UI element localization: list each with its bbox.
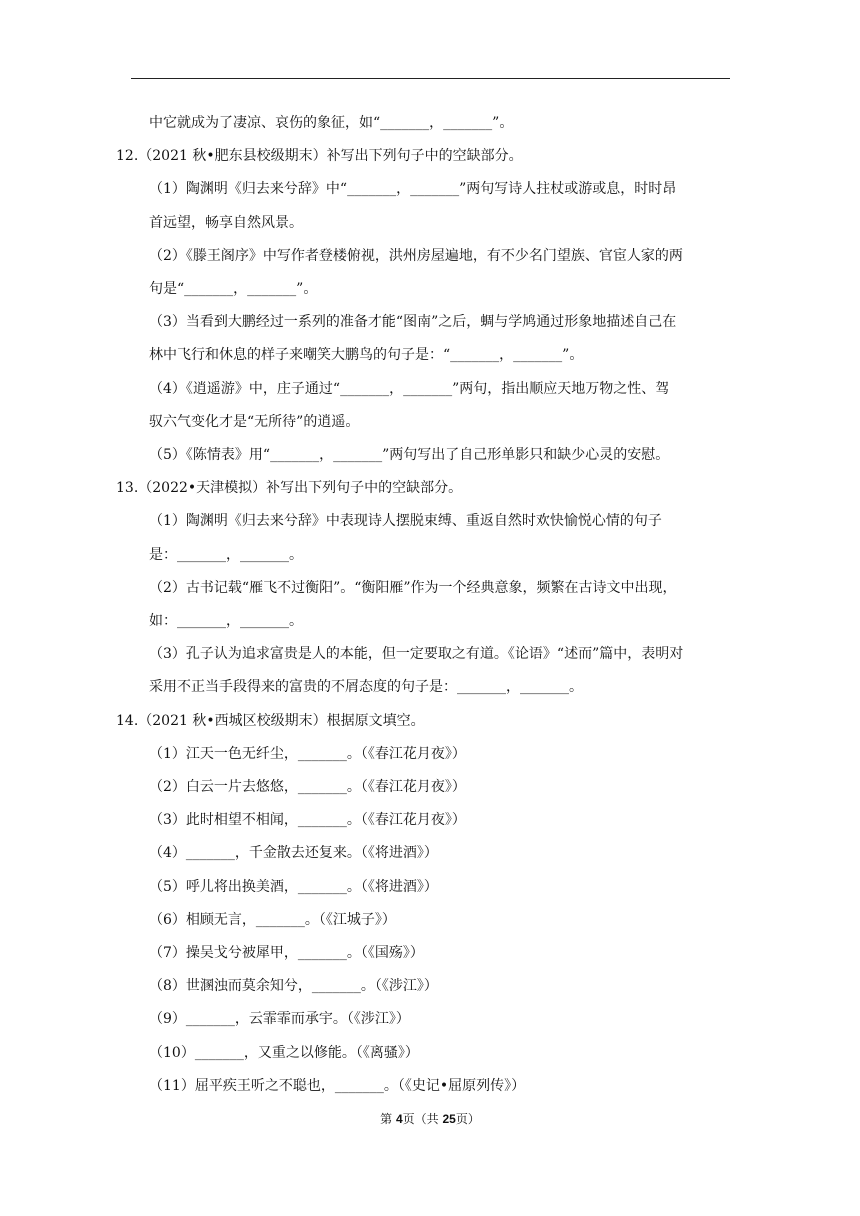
- sub-question: （11）屈平疾王听之不聪也，_______。（《史记•屈原列传》）: [149, 1077, 526, 1094]
- sub-question: （3）此时相望不相闻，_______。（《春江花月夜》）: [149, 812, 466, 829]
- sub-question: （7）操吴戈兮被犀甲，_______。（《国殇》）: [149, 945, 424, 961]
- question-heading: 13.（2022•天津模拟）补写出下列句子中的空缺部分。: [116, 480, 463, 497]
- sub-question: （8）世溷浊而莫余知兮，_______。（《涉江》）: [149, 978, 438, 995]
- sub-question: （5）《陈情表》用“_______，_______”两句写出了自己形单影只和缺少心灵的安慰。: [149, 447, 670, 463]
- sub-question: （1）陶渊明《归去来兮辞》中表现诗人摆脱束缚、重返自然时欢快愉悦心情的句子: [149, 513, 662, 530]
- header-rule: [131, 78, 730, 79]
- page-footer: [0, 1112, 860, 1126]
- footer-page-number: 4: [395, 1112, 403, 1126]
- footer-prefix: 第: [380, 1112, 396, 1126]
- question-heading: 14.（2021 秋•西城区校级期末）根据原文填空。: [116, 712, 425, 729]
- footer-total-pages: 25: [442, 1112, 456, 1126]
- footer-mid: 页（共: [402, 1112, 443, 1126]
- text-line: 驭六气变化才是“无所待”的逍遥。: [149, 413, 360, 430]
- sub-question: （1）江天一色无纤尘，_______。（《春江花月夜》）: [149, 745, 466, 762]
- text-line: 采用不正当手段得来的富贵的不屑态度的句子是：_______，_______。: [149, 679, 583, 696]
- text-line: 林中飞行和休息的样子来嘲笑大鹏鸟的句子是：“_______，_______”。: [149, 347, 584, 364]
- sub-question: （9）_______，云霏霏而承宇。（《涉江》）: [149, 1011, 410, 1028]
- question-heading: 12.（2021 秋•肥东县校级期末）补写出下列句子中的空缺部分。: [116, 148, 523, 165]
- sub-question: （10）_______，又重之以修能。（《离骚》）: [149, 1044, 419, 1061]
- sub-question: （2）《滕王阁序》中写作者登楼俯视，洪州房屋遍地，有不少名门望族、官宦人家的两: [149, 247, 683, 264]
- sub-question: （6）相顾无言，_______。（《江城子》）: [149, 911, 396, 928]
- text-line: 如：_______，_______。: [149, 613, 303, 629]
- sub-question: （1）陶渊明《归去来兮辞》中“_______，_______”两句写诗人拄杖或游或息，时时昂: [149, 181, 677, 198]
- sub-question: （2）白云一片去悠悠，_______。（《春江花月夜》）: [149, 779, 466, 795]
- text-line: 是：_______，_______。: [149, 546, 303, 563]
- sub-question: （3）孔子认为追求富贵是人的本能，但一定要取之有道。《论语》“述而”篇中，表明对: [149, 646, 684, 663]
- sub-question: （3）当看到大鹏经过一系列的准备才能“图南”之后，蜩与学鸠通过形象地描述自己在: [149, 314, 677, 331]
- sub-question: （4）_______，千金散去还复来。（《将进酒》）: [149, 845, 438, 862]
- text-line: 句是“_______，_______”。: [149, 281, 318, 297]
- sub-question: （5）呼儿将出换美酒，_______。（《将进酒》）: [149, 878, 438, 895]
- sub-question: （2）古书记载“雁飞不过衡阳”。“衡阳雁”作为一个经典意象，频繁在古诗文中出现，: [149, 579, 677, 596]
- text-line: 中它就成为了凄凉、哀伤的象征，如“_______，_______”。: [149, 115, 514, 131]
- sub-question: （4）《逍遥游》中，庄子通过“_______，_______”两句，指出顺应天地万物之性、驾: [149, 380, 670, 397]
- footer-suffix: 页）: [455, 1112, 480, 1126]
- text-line: 首远望，畅享自然风景。: [149, 214, 303, 231]
